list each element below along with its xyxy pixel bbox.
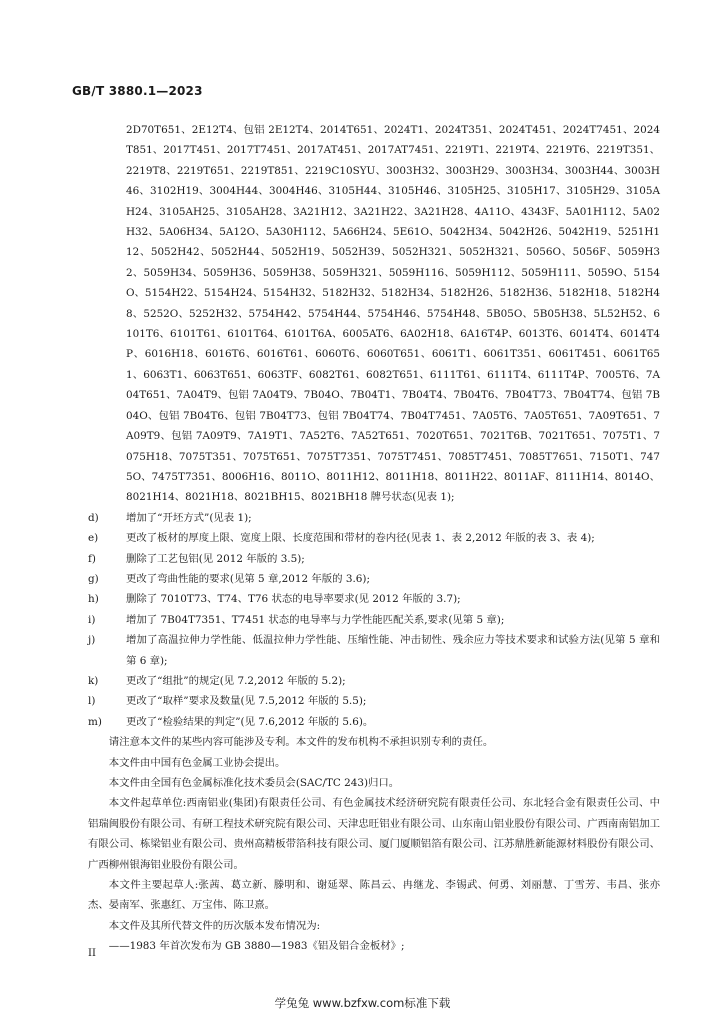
list-item-f — [88, 549, 660, 569]
list-item-g — [88, 569, 660, 589]
page-number: II — [88, 948, 96, 959]
item-text: 更改了“组批”的规定(见 7.2,2012 年版的 5.2); — [126, 674, 346, 687]
document-body — [88, 120, 660, 957]
item-text: 增加了 7B04T7351、T7451 状态的电导率与力学性能匹配关系,要求(见第 5 章); — [126, 613, 505, 626]
patent-notice: 请注意本文件的某些内容可能涉及专利。本文件的发布机构不承担识别专利的责任。 — [108, 736, 494, 749]
item-text: 删除了 7010T73、T74、T76 状态的电导率要求(见 2012 年版的 3.7); — [126, 593, 461, 606]
list-item-e — [88, 528, 660, 548]
item-label: m) — [88, 715, 102, 728]
list-item-m — [88, 712, 660, 732]
proposer-statement: 本文件由中国有色金属工业协会提出。 — [108, 756, 286, 769]
item-label: j) — [88, 634, 96, 647]
item-label: d) — [88, 511, 99, 524]
item-text: 删除了工艺包铝(见 2012 年版的 3.5); — [126, 552, 305, 565]
committee-statement: 本文件由全国有色金属标准化技术委员会(SAC/TC 243)归口。 — [108, 777, 400, 789]
drafters: 本文件主要起草人:张茜、葛立新、滕明和、谢延翠、陈昌云、冉继龙、李锡武、何勇、刘丽慧、丁雪芳、韦昌、张亦杰、晏南军、张惠红、万宝伟、陈卫熹。 — [88, 879, 660, 912]
item-text: 增加了“开坯方式”(见表 1); — [126, 511, 252, 524]
drafting-units: 本文件起草单位:西南铝业(集团)有限责任公司、有色金属技术经济研究院有限责任公司、东北轻合金有限责任公司、中铝瑞闽股份有限公司、有研工程技术研究院有限公司、天津忠旺铝业有限公司、山东南山铝业股份有限公司、广西南南铝加工有限公司、栋梁铝业有限公司、贵州高精板带箔科技有限公司、厦门厦顺铝箔有限公司、江苏鼎胜新能源材料股份有限公司、广西柳州银海铝业股份有限公司。 — [88, 797, 660, 871]
item-text: 增加了高温拉伸力学性能、低温拉伸力学性能、压缩性能、冲击韧性、残余应力等技术要求和试验方法(见第 5 章和第 6 章); — [126, 634, 660, 667]
list-item-l — [88, 691, 660, 711]
item-label: g) — [88, 572, 99, 585]
watermark-footer: 学兔兔 www.bzfxw.com标准下载 — [274, 996, 451, 1010]
item-label: e) — [88, 532, 99, 545]
list-item-j — [88, 630, 660, 671]
item-label: l) — [88, 695, 96, 708]
item-text: 更改了板材的厚度上限、宽度上限、长度范围和带材的卷内径(见表 1、表 2,2012 年版的表 3、表 4); — [126, 532, 595, 545]
item-label: i) — [88, 613, 96, 626]
continued-grade-list: 2D70T651、2E12T4、包铝 2E12T4、2014T651、2024T1、2024T351、2024T451、2024T7451、2024T851、2017T451、2017T7451、2017AT451、2017AT7451、2219T1、2219T4、2219T6、2219T351、2219T8、2219T651、2219T851、2219C10SYU、3003H32、3003H29、3003H34、3003H44、3003H46、3102H19、3004H44、3004H46、3105H44、3105H46、3105H25、3105H17、3105H29、3105AH24、3105AH25、3105AH28、3A21H12、3A21H22、3A21H28、4A11O、4343F、5A01H112、5A02H32、5A06H34、5A12O、5A30H112、5A66H24、5E61O、5042H34、5042H26、5042H19、5251H112、5052H42、5052H44、5052H19、5052H39、5052H321、5052H321、5056O、5056F、5059H32、5059H34、5059H36、5059H38、5059H321、5059H116、5059H112、5059H111、5059O、5154O、5154H22、5154H24、5154H32、5182H32、5182H34、5182H26、5182H36、5182H18、5182H48、5252O、5252H32、5754H42、5754H44、5754H46、5754H48、5B05O、5B05H38、5L52H52、6101T6、6101T61、6101T64、6101T6A、6005AT6、6A02H18、6A16T4P、6013T6、6014T4、6014T4P、6016H18、6016T6、6016T61、6060T6、6060T651、6061T1、6061T351、6061T451、6061T651、6063T1、6063T651、6063TF、6082T61、6082T651、6111T61、6111T4、6111T4P、7005T6、7A04T651、7A04T9、包铝 7A04T9、7B04O、7B04T1、7B04T4、7B04T6、7B04T73、7B04T74、包铝 7B04O、包铝 7B04T6、包铝 7B04T73、包铝 7B04T74、7B04T7451、7A05T6、7A05T651、7A09T651、7A09T9、包铝 7A09T9、7A19T1、7A52T6、7A52T651、7020T651、7021T6B、7021T651、7075T1、7075H18、7075T351、7075T651、7075T7351、7075T7451、7085T7451、7085T7651、7150T1、7475O、7475T7351、8006H16、8011O、8011H12、8011H18、8011H22、8011AF、8111H14、8014O、8021H14、8021H18、8021BH15、8021BH18 牌号状态(见表 1); — [126, 124, 660, 504]
item-text: 更改了“检验结果的判定”(见 7.6,2012 年版的 5.6)。 — [126, 715, 374, 728]
standard-code: GB/T 3880.1—2023 — [72, 84, 203, 98]
list-item-i — [88, 610, 660, 630]
item-label: h) — [88, 593, 99, 606]
history-intro: 本文件及其所代替文件的历次版本发布情况为: — [108, 919, 321, 932]
history-item: ——1983 年首次发布为 GB 3880—1983《铝及铝合金板材》; — [108, 940, 405, 953]
item-text: 更改了“取样”要求及数量(见 7.5,2012 年版的 5.5); — [126, 695, 367, 708]
list-item-k — [88, 671, 660, 691]
change-list — [88, 508, 660, 732]
list-item-d — [88, 508, 660, 528]
list-item-h — [88, 589, 660, 609]
item-text: 更改了弯曲性能的要求(见第 5 章,2012 年版的 3.6); — [126, 572, 370, 585]
item-label: f) — [88, 552, 96, 565]
item-label: k) — [88, 674, 99, 687]
